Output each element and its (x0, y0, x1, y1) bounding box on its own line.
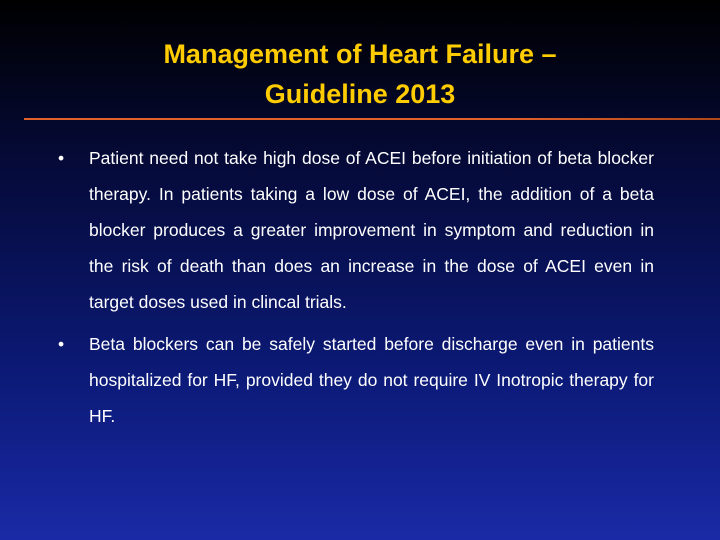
slide-title-line-1: Management of Heart Failure – (163, 39, 557, 69)
bullet-list (58, 140, 654, 436)
bullet-item (58, 326, 654, 434)
bullet-text: Beta blockers can be safely started before discharge even in patients hospitalized for HF, provided they do not require IV Inotropic therapy for HF. (89, 334, 654, 426)
bullet-text: Patient need not take high dose of ACEI before initiation of beta blocker therapy. In patients taking a low dose of ACEI, the addition of a beta blocker produces a greater improvement in symptom and reduction in the risk of death than does an increase in the dose of ACEI even in target doses used in clincal trials. (89, 148, 654, 312)
title-divider (24, 118, 720, 120)
bullet-item (58, 140, 654, 320)
bullet-icon: • (58, 148, 65, 168)
slide-title-line-2: Guideline 2013 (264, 79, 456, 109)
bullet-icon: • (58, 334, 65, 354)
slide-title (40, 34, 680, 114)
